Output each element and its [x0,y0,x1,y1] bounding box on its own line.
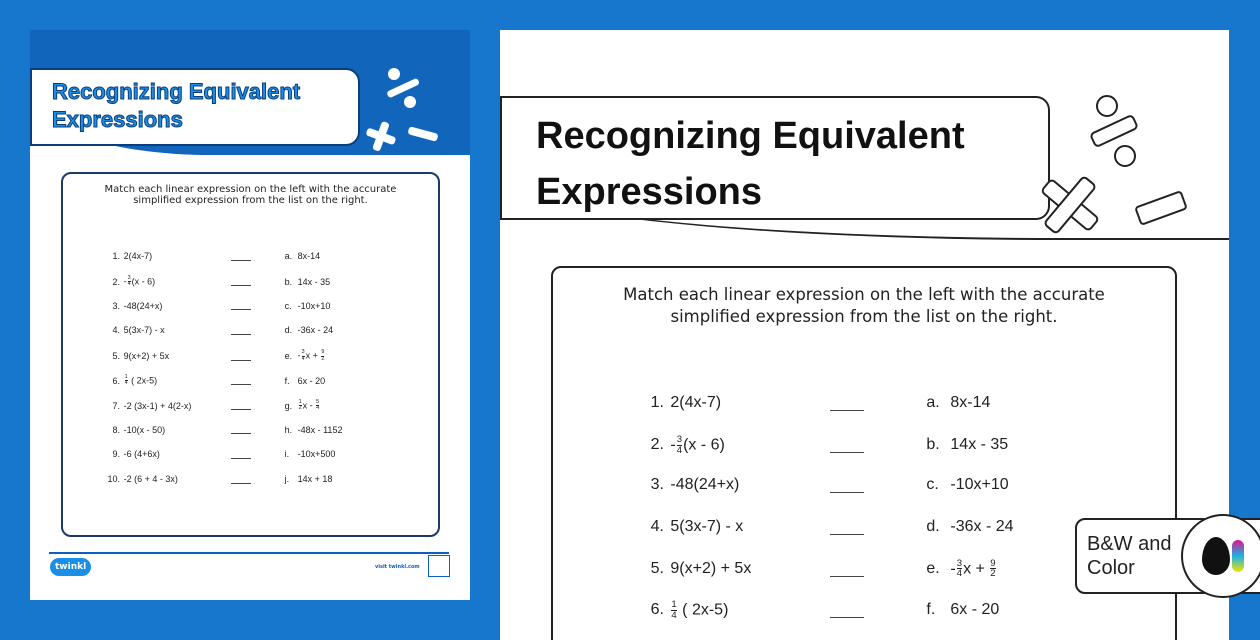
expression [670,476,830,494]
item-number: 8. [112,424,120,435]
expr-part: - [297,350,301,361]
expr-part: -2 (6 + 4 - 3x) [123,474,178,485]
answer-blank[interactable] [231,301,251,310]
expr-part: (x - 6) [131,276,156,287]
page-title: Recognizing Equivalent [536,115,965,157]
fraction [671,600,676,620]
exercise-row [640,394,990,412]
option-letter: e. [926,559,940,577]
denominator: 4 [316,405,320,412]
expression [950,559,996,579]
instructions-line2: simplified expression from the list on the right. [670,307,1058,326]
fraction [128,276,131,288]
expr-part: -2 (3x-1) + 4(2-x) [123,400,192,411]
color-worksheet-preview [30,30,470,600]
bw-and-color-badge [1075,518,1260,594]
instructions: Match each linear expression on the left with the accurate [104,184,397,195]
exercise-row [102,449,335,459]
expr-part: 8x-14 [297,251,321,261]
fraction [299,400,302,412]
option-letter: a. [926,394,940,411]
footer-url: visit twinkl.com [375,564,420,570]
expr-part: ( 2x-5) [677,601,729,619]
option-letter: g. [284,400,293,411]
item-number: 6. [650,601,664,619]
item-number: 3. [650,476,664,494]
fraction [677,435,682,455]
item-number: 5. [112,351,120,362]
item-number: 9. [112,449,120,460]
answer-blank[interactable] [231,401,251,410]
fraction [316,400,319,412]
answer-blank[interactable] [830,395,864,411]
expr-part: 5(3x-7) - x [123,325,165,336]
page-title: Recognizing Equivalent [52,79,301,104]
expr-part: -10x+10 [950,476,1009,494]
expression [124,351,231,361]
exercise-row [102,325,333,335]
option-letter: c. [926,476,939,494]
option-letter: b. [926,436,940,454]
instructions-line2: simplified expression from the list on the right. [133,195,368,206]
expression [298,301,331,311]
answer-blank[interactable] [830,477,864,493]
expr-part: x + [305,350,321,361]
denominator: 2 [990,568,996,580]
expression [124,276,231,288]
expression [124,251,231,261]
expr-part: ( 2x-5) [128,375,158,386]
answer-blank[interactable] [830,561,864,577]
answer-blank[interactable] [231,352,251,361]
expr-part: 6x - 20 [950,601,1000,619]
denominator: 4 [956,568,963,580]
expression [298,425,343,435]
exercise-row [102,276,330,288]
fraction [302,350,305,362]
answer-blank[interactable] [231,475,251,484]
expression [124,474,231,484]
exercise-row [102,425,342,435]
expression [670,560,830,578]
expression [124,301,231,311]
expr-part: -48(24+x) [670,476,740,494]
expr-part: 9(x+2) + 5x [670,559,752,577]
expression [298,376,326,386]
item-number: 7. [112,400,120,411]
expr-part: -48(24+x) [123,300,163,311]
exercise-row [102,350,325,362]
answer-blank[interactable] [231,376,251,385]
expr-part: 2(4x-7) [123,251,153,261]
exercise-row [640,600,999,620]
expression [124,401,231,411]
instructions: Match each linear expression on the left with the accurate [623,285,1105,304]
numerator: 3 [956,557,963,569]
numerator: 3 [301,349,305,356]
fraction [125,375,128,387]
exercise-row [640,435,1008,455]
expression [124,375,231,387]
exercise-row [102,301,330,311]
expr-part: 9(x+2) + 5x [123,351,170,362]
denominator: 2 [298,405,302,412]
item-number: 2. [650,436,664,454]
expression [950,436,1008,454]
numerator: 1 [298,398,302,405]
answer-blank[interactable] [231,252,251,261]
numerator: 1 [671,599,677,610]
expr-part: - [123,276,127,287]
item-number: 4. [650,517,664,535]
denominator: 2 [321,355,325,362]
expr-part: - [670,436,676,454]
expression [298,449,336,459]
expr-part: -10x+500 [297,449,336,460]
badge-label: B&W and Color [1087,533,1172,579]
twinkl-logo: twinkl [50,558,91,576]
numerator: 9 [321,349,325,356]
expression [670,435,830,455]
expr-part: -36x - 24 [950,517,1014,535]
expression [124,449,231,459]
item-number: 10. [107,474,120,485]
item-number: 1. [650,394,664,411]
numerator: 9 [990,557,996,569]
expression [950,394,990,412]
times-icon [1035,170,1105,240]
expression [124,325,231,335]
expression [950,476,1008,494]
expr-part: x - [302,400,316,411]
expression [298,277,331,287]
divide-icon [1085,92,1145,172]
item-number: 5. [650,559,664,577]
expr-part: 14x + 18 [297,474,333,485]
option-letter: f. [284,375,290,386]
quality-badge-icon [428,555,450,577]
option-letter: a. [284,251,293,261]
option-letter: d. [926,517,940,535]
answer-blank[interactable] [830,602,864,618]
expression [298,400,321,412]
expression [950,518,1013,536]
expression [670,394,830,412]
option-letter: d. [284,325,293,336]
exercise-row [102,251,320,261]
expr-part: -10x+10 [297,300,331,311]
expression [950,601,999,619]
item-number: 3. [112,300,120,311]
option-letter: b. [284,276,293,287]
exercise-row [640,476,1009,494]
expr-part: 5(3x-7) - x [670,517,744,535]
expr-part: (x - 6) [683,436,725,454]
option-letter: c. [284,300,292,311]
expression [298,325,334,335]
exercise-row [640,559,997,579]
option-letter: j. [284,474,290,485]
option-letter: e. [284,351,293,362]
page-title-line2: Expressions [536,171,762,213]
expr-part: -10(x - 50) [123,424,166,435]
exercise-row [102,474,332,484]
expression [670,600,830,620]
exercise-row [102,400,320,412]
expr-part: -48x - 1152 [297,424,343,435]
expression [298,251,321,261]
numerator: 3 [676,434,683,446]
numerator: 3 [127,274,131,281]
expression [670,518,830,536]
expr-part: 14x - 35 [297,276,331,287]
item-number: 1. [112,251,120,261]
answer-blank[interactable] [231,450,251,459]
fraction [321,350,324,362]
exercise-row [102,375,325,387]
expr-part: x + [963,560,990,578]
expression [298,474,333,484]
expr-part: 6x - 20 [297,375,326,386]
expr-part: - [950,560,956,578]
item-number: 2. [112,276,120,287]
fraction [990,559,995,579]
page-title-line2: Expressions [52,107,183,132]
footer-divider [49,552,449,554]
fraction [957,559,962,579]
answer-blank[interactable] [830,519,864,535]
answer-blank[interactable] [231,277,251,286]
plus-minus-icon [360,114,450,158]
denominator: 4 [127,281,131,288]
expr-part: 8x-14 [950,394,991,411]
expr-part: -36x - 24 [297,325,334,336]
item-number: 6. [112,375,120,386]
denominator: 4 [676,444,683,456]
answer-blank[interactable] [830,437,864,453]
exercise-row [640,518,1014,536]
option-letter: h. [284,424,293,435]
answer-blank[interactable] [231,425,251,434]
expression [124,425,231,435]
expr-part: 14x - 35 [950,436,1009,454]
option-letter: f. [926,601,936,619]
denominator: 4 [301,355,305,362]
percent-icon [382,66,422,110]
answer-blank[interactable] [231,326,251,335]
denominator: 4 [671,609,677,621]
option-letter: i. [284,449,290,460]
item-number: 4. [112,325,120,336]
numerator: 1 [124,374,128,380]
denominator: 4 [124,380,128,387]
expr-part: -6 (4+6x) [123,449,160,460]
ink-drops-icon [1181,514,1260,598]
numerator: 5 [316,398,320,405]
expr-part: 2(4x-7) [670,394,722,411]
expression [298,350,326,362]
